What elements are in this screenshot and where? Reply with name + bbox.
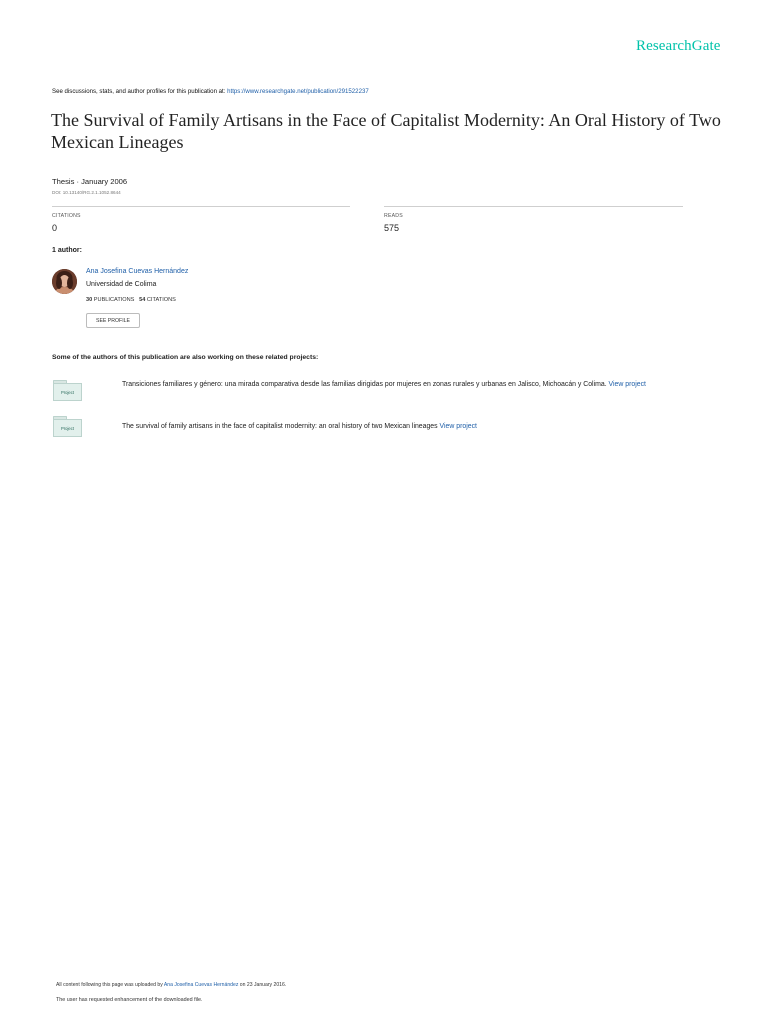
- author-publications-label: PUBLICATIONS: [93, 297, 135, 303]
- author-photo-icon: [52, 269, 77, 294]
- discussion-line: [52, 88, 369, 95]
- project-folder-icon: [52, 416, 83, 438]
- author-name-link[interactable]: Ana Josefina Cuevas Hernández: [86, 268, 189, 275]
- author-citations-label: CITATIONS: [146, 297, 176, 303]
- upload-note: [56, 982, 286, 988]
- view-project-link[interactable]: View project: [439, 423, 477, 430]
- author-institution: Universidad de Colima: [86, 281, 157, 288]
- related-projects-heading: Some of the authors of this publication are also working on these related projects:: [52, 354, 319, 361]
- citations-label: CITATIONS: [52, 213, 81, 219]
- citations-value: 0: [52, 223, 58, 233]
- divider-right: [384, 206, 683, 207]
- authors-heading: 1 author:: [52, 247, 82, 254]
- reads-value: 575: [384, 223, 400, 233]
- publication-title: The Survival of Family Artisans in the Face of Capitalist Modernity: An Oral History of Two Mexican Lineages: [51, 110, 721, 152]
- upload-suffix: on 23 January 2016.: [238, 982, 287, 988]
- publication-doi: DOI: 10.13140/RG.2.1.1052.8644: [52, 190, 121, 195]
- see-profile-button[interactable]: SEE PROFILE: [86, 313, 140, 328]
- author-publications-count: 30: [86, 297, 93, 303]
- upload-prefix: All content following this page was uploaded by: [56, 982, 164, 988]
- author-stats: [86, 297, 176, 303]
- reads-label: READS: [384, 213, 403, 219]
- project-icon-label: Project: [53, 383, 82, 401]
- project-folder-icon: [52, 380, 83, 402]
- project-icon-label: Project: [53, 419, 82, 437]
- author-avatar[interactable]: [52, 269, 77, 294]
- publication-url-link[interactable]: https://www.researchgate.net/publication/291522237: [227, 88, 369, 95]
- publication-type-date: Thesis · January 2006: [52, 177, 128, 186]
- project-title: The survival of family artisans in the face of capitalist modernity: an oral history of two Mexican lineages: [122, 423, 438, 430]
- project-item: [122, 421, 707, 434]
- project-item: [122, 379, 707, 392]
- author-citations-count: 54: [139, 297, 146, 303]
- uploader-link[interactable]: Ana Josefina Cuevas Hernández: [163, 982, 239, 988]
- divider-left: [52, 206, 350, 207]
- enhancement-note: The user has requested enhancement of the downloaded file.: [56, 997, 203, 1003]
- view-project-link[interactable]: View project: [608, 381, 646, 388]
- project-title: Transiciones familiares y género: una mirada comparativa desde las familias dirigidas por mujeres en zonas rurales y urbanas en Jalisco, Michoacán y Colima.: [122, 381, 607, 388]
- discussion-prefix: See discussions, stats, and author profiles for this publication at:: [52, 88, 228, 95]
- researchgate-logo[interactable]: ResearchGate: [636, 38, 721, 54]
